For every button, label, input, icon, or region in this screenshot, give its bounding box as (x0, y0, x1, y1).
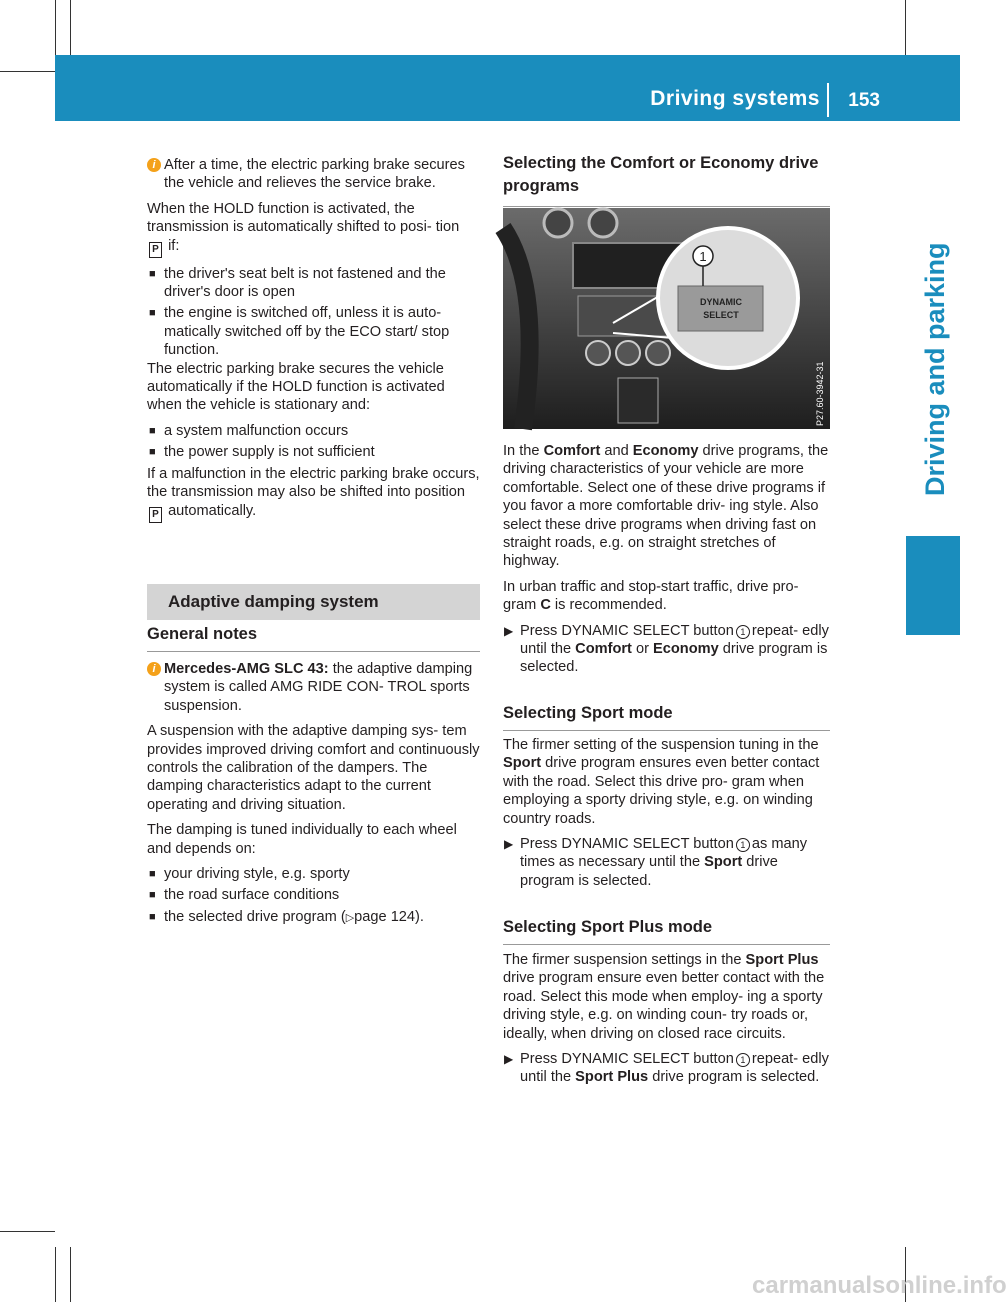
text: as many times as necessary until the (520, 836, 808, 871)
text: if: (168, 237, 180, 254)
text: Press DYNAMIC SELECT button (520, 622, 734, 639)
text: drive program ensure even better contact with the road. Select this mode when employ- ing a sporty driving style, e.g. on winding coun- try roads or, ideally, when driving on closed race circuits. (503, 970, 825, 1042)
crop-mark (0, 1231, 55, 1232)
text: In the (503, 443, 544, 459)
callout-number: 1 (699, 249, 707, 264)
list-text: the road surface conditions (164, 887, 340, 904)
text: drive program is selected. (520, 641, 828, 676)
paragraph (503, 578, 833, 615)
bullet-icon: ■ (149, 910, 156, 923)
action-step (503, 622, 833, 677)
subsection-title: Selecting the Comfort or Economy drive programs (503, 152, 830, 207)
list-item (147, 304, 480, 359)
photo-code: P27.60-3942-31 (815, 361, 825, 426)
section-title: Adaptive damping system (147, 584, 480, 620)
park-position-symbol: P (149, 507, 162, 523)
text: or (631, 641, 654, 658)
paragraph: A suspension with the adaptive damping sys- tem provides improved driving comfort and continuously controls the calibration of the dampers. The damping characteristics adapt to the current operating and driving situation. (147, 723, 480, 813)
paragraph (147, 465, 480, 523)
text: The firmer suspension settings in the (503, 952, 746, 968)
dashboard-illustration (503, 208, 830, 429)
crop-mark (55, 1247, 56, 1302)
info-note (147, 156, 480, 193)
callout-icon: 1 (736, 1053, 750, 1067)
right-column-sport (503, 736, 833, 897)
paragraph (503, 442, 833, 571)
action-arrow-icon: ▶ (504, 623, 514, 638)
header-title: Driving systems (650, 87, 820, 110)
list-item (147, 886, 480, 904)
button-label-line2: SELECT (703, 310, 739, 320)
action-step (503, 835, 833, 890)
paragraph (147, 200, 480, 258)
text: If a malfunction in the electric parking brake occurs, the transmission may also be shifted into position (147, 465, 480, 501)
comfort-heading (503, 152, 830, 207)
bullet-icon: ■ (149, 868, 156, 881)
chapter-tab-marker (906, 536, 960, 635)
section-heading (147, 584, 480, 620)
text: drive programs, the driving characteristics of your vehicle are more comfortable. Select one of these drive programs if you favor a more comfortable driv- ing style. Also select these drive programs when driving fast on straight roads, e.g. on straight stretches of highway. (503, 443, 829, 570)
list-text: a system malfunction occurs (164, 422, 349, 439)
callout-icon: 1 (736, 625, 750, 639)
crop-mark (55, 0, 56, 55)
info-icon: i (147, 158, 161, 172)
action-step (503, 1050, 833, 1087)
info-note (147, 660, 480, 715)
callout-icon: 1 (736, 838, 750, 852)
list-text: the selected drive program ( (164, 908, 346, 925)
text: In urban traffic and stop-start traffic, drive pro- gram (503, 578, 799, 614)
watermark: carmanualsonline.info (752, 1272, 1007, 1299)
bullet-icon: ■ (149, 889, 156, 902)
text: The firmer setting of the suspension tuning in the (503, 737, 819, 753)
crop-mark (905, 0, 906, 55)
left-column-lower (147, 660, 480, 930)
bullet-icon: ■ (149, 307, 156, 320)
left-column (147, 156, 480, 530)
list-item (147, 422, 480, 440)
chapter-tab-label: Driving and parking (920, 242, 950, 496)
paragraph: The damping is tuned individually to each wheel and depends on: (147, 822, 457, 857)
text-bold: Sport (503, 755, 542, 772)
page-number: 153 (848, 90, 880, 111)
list-text: the power supply is not sufficient (164, 444, 375, 461)
list-item (147, 865, 480, 883)
list-text: the engine is switched off, unless it is auto- matically switched off by the ECO start/ stop function. (164, 305, 450, 359)
paragraph (503, 951, 833, 1043)
button-label-line1: DYNAMIC (700, 297, 742, 307)
note-text: the adaptive damping system is called AMG RIDE CON- TROL sports suspension. (164, 661, 473, 714)
list-text: your driving style, e.g. sporty (164, 866, 350, 883)
park-position-symbol: P (149, 242, 162, 258)
text: Press DYNAMIC SELECT button (520, 836, 734, 853)
text: drive program is selected. (520, 854, 778, 889)
action-arrow-icon: ▶ (504, 837, 514, 852)
text-bold: Comfort (543, 443, 601, 459)
page-reference-arrow-icon: ▷ (345, 911, 355, 924)
text: and (600, 443, 633, 459)
text-bold: Economy (632, 443, 699, 459)
paragraph (503, 736, 833, 828)
list-text: the driver's seat belt is not fastened and the driver's door is open (164, 265, 446, 301)
info-icon: i (147, 662, 161, 676)
text: drive program is selected. (648, 1069, 820, 1086)
list-item (147, 443, 480, 461)
action-arrow-icon: ▶ (504, 1052, 514, 1067)
crop-mark (70, 0, 71, 55)
text-bold: Sport Plus (575, 1069, 649, 1086)
text-bold: Comfort (575, 641, 632, 658)
sportplus-heading (503, 917, 830, 945)
text: When the HOLD function is activated, the transmission is automatically shifted to posi- tion (147, 200, 460, 236)
crop-mark (0, 71, 55, 72)
text-bold: Economy (653, 641, 719, 658)
subsection-title: General notes (147, 624, 480, 652)
page-header (55, 55, 960, 121)
bullet-icon: ■ (149, 424, 156, 437)
subsection-title: Selecting Sport mode (503, 703, 830, 731)
list-item (147, 908, 480, 927)
list-item (147, 265, 480, 302)
header-separator (827, 83, 829, 117)
bullet-icon: ■ (149, 267, 156, 280)
subsection-title: Selecting Sport Plus mode (503, 917, 830, 945)
note-text: After a time, the electric parking brake secures the vehicle and relieves the service brake. (164, 157, 465, 192)
text: repeat- edly until the (520, 1051, 829, 1086)
paragraph: The electric parking brake secures the vehicle automatically if the HOLD function is activated when the vehicle is stationary and: (147, 360, 445, 414)
text: is recommended. (550, 597, 667, 614)
text: drive program ensures even better contact with the road. Select this drive pro- gram when employing a sporty driving style, e.g. on winding country roads. (503, 755, 820, 827)
right-column-sportplus (503, 951, 833, 1094)
page-reference[interactable]: page 124). (354, 908, 424, 925)
dashboard-photo (503, 208, 830, 429)
bullet-icon: ■ (149, 446, 156, 459)
text-bold: Sport (704, 854, 743, 871)
sport-heading (503, 703, 830, 731)
subsection-heading (147, 624, 480, 652)
text: Press DYNAMIC SELECT button (520, 1051, 734, 1068)
text-bold: Sport Plus (745, 952, 819, 968)
right-column (503, 442, 833, 684)
note-bold: Mercedes-AMG SLC 43: (164, 661, 329, 677)
crop-mark (70, 1247, 71, 1302)
text: automatically. (168, 502, 257, 519)
text: repeat- edly until the (520, 622, 829, 658)
text-bold: C (540, 597, 551, 614)
